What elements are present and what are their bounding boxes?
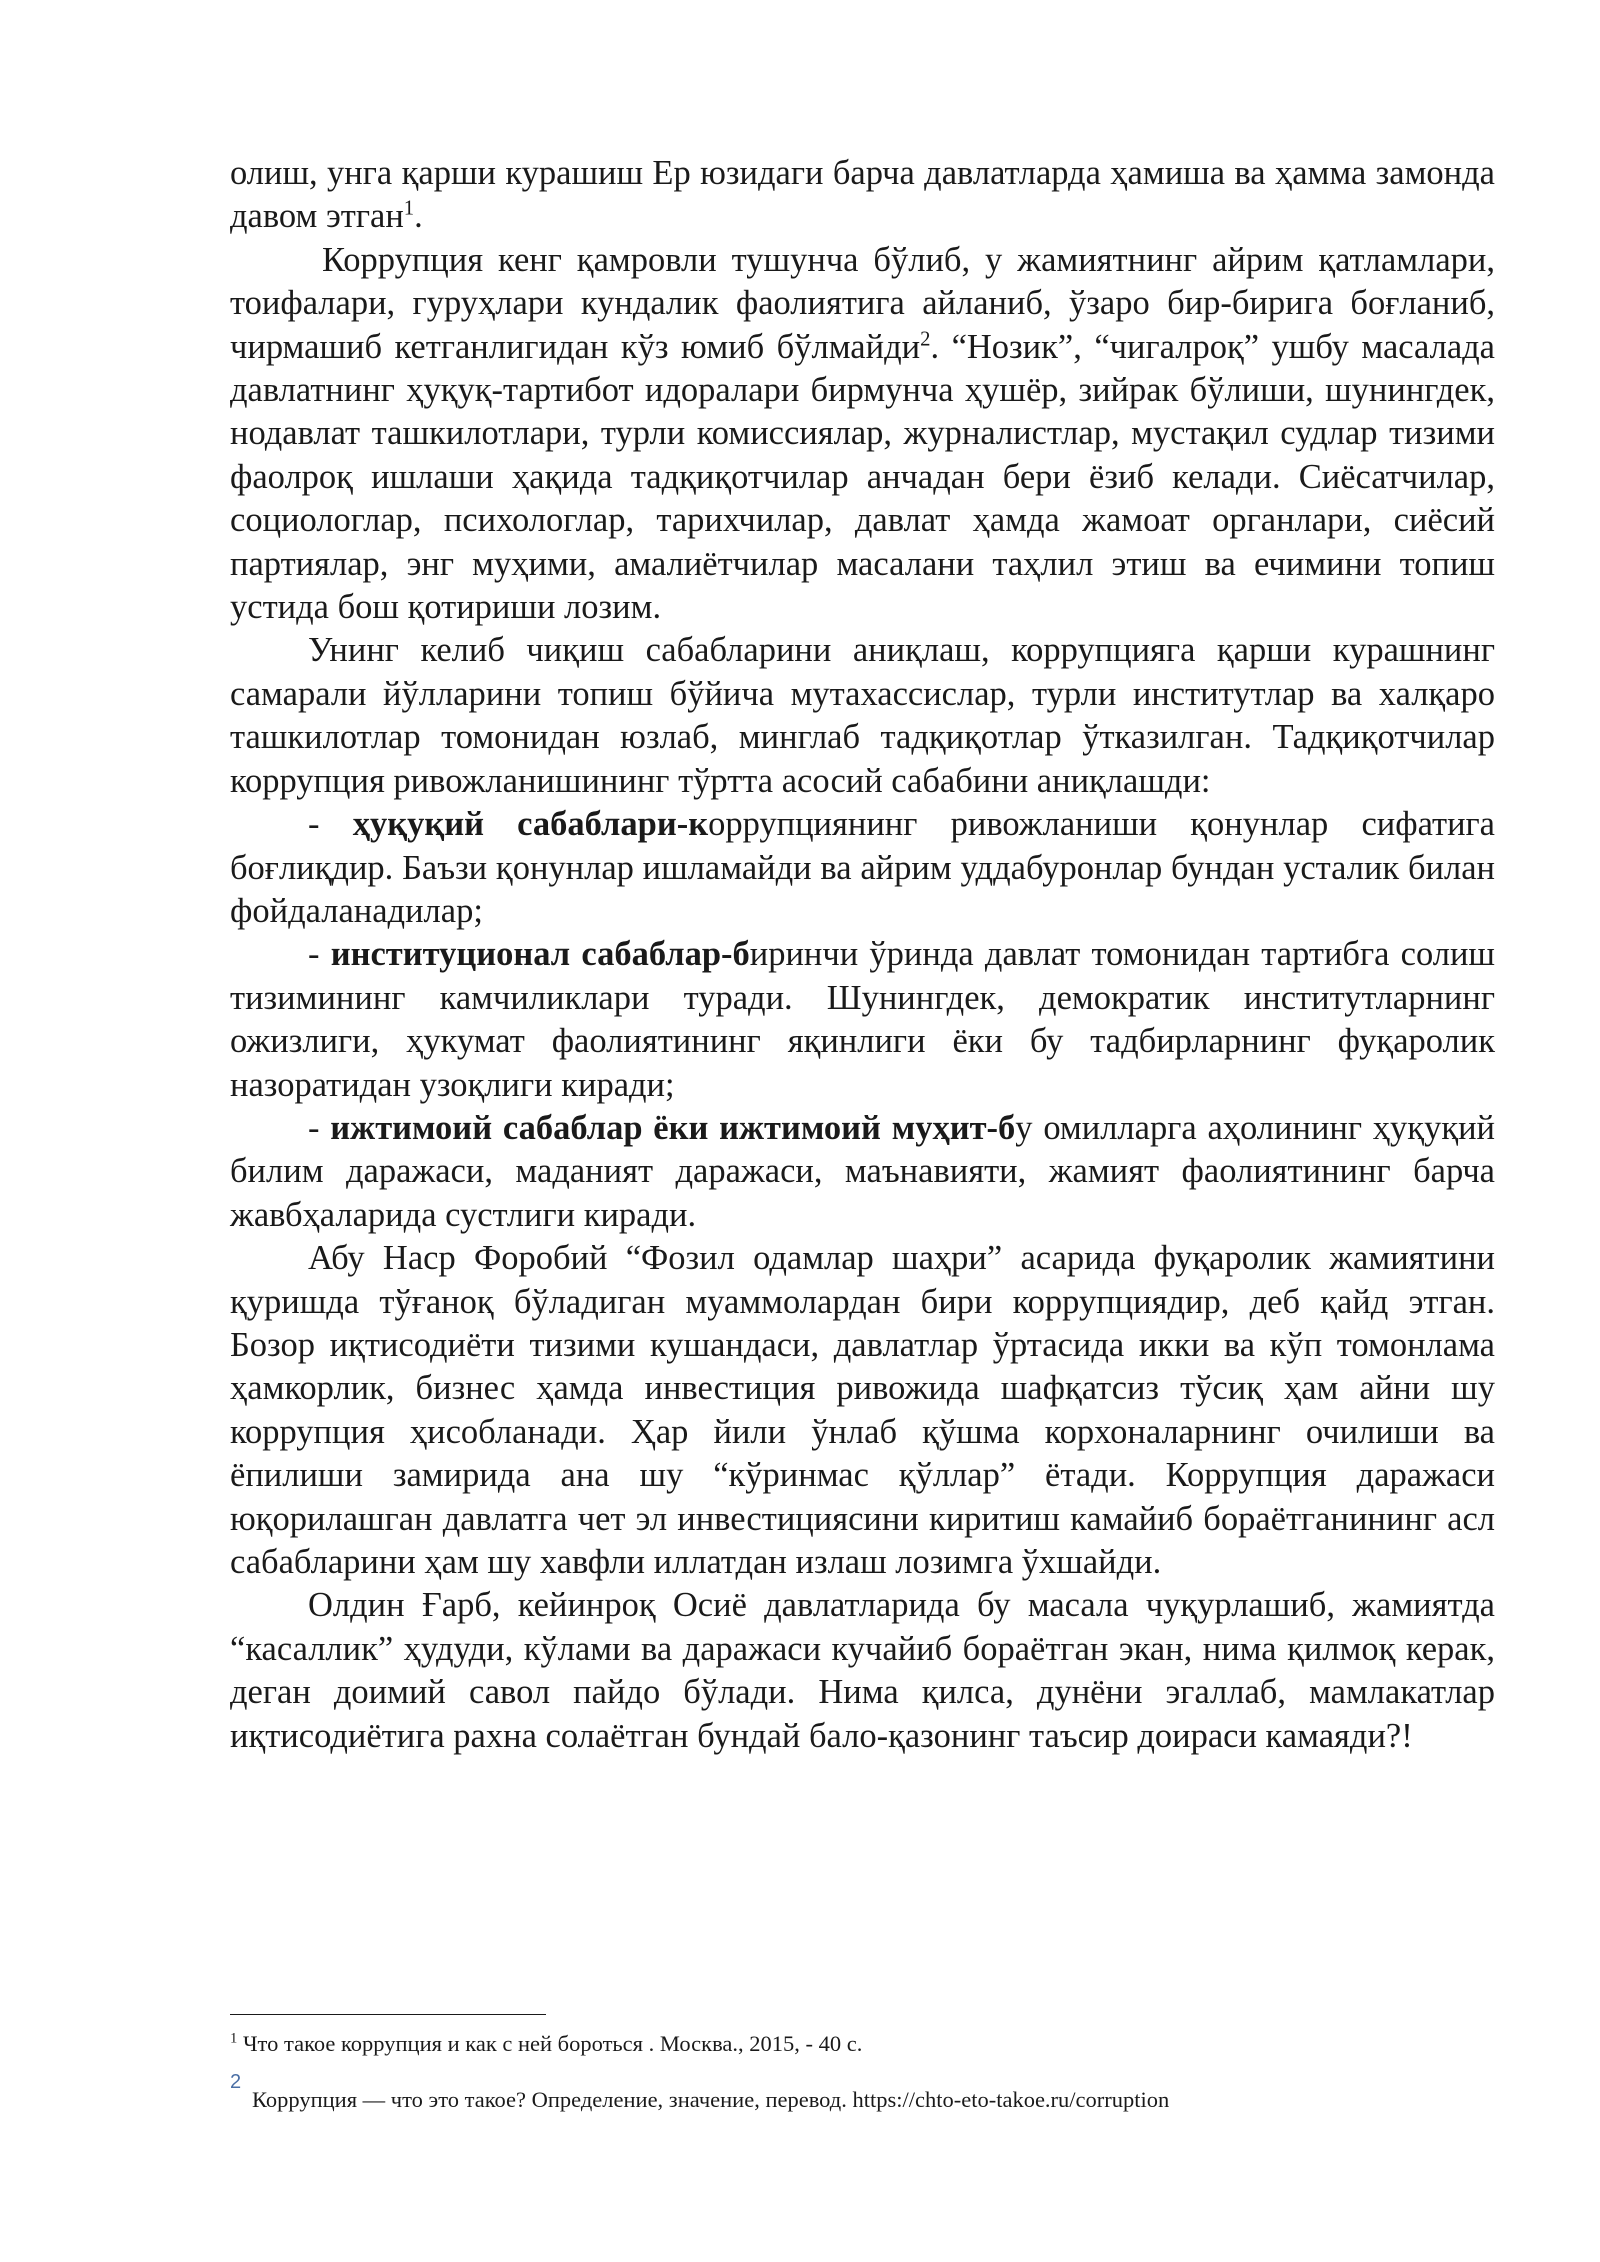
footnote-separator — [230, 2014, 546, 2015]
footnote-2-text[interactable]: Коррупция — что это такое? Определение, значение, перевод. https://chto-eto-takoe.ru/corruption — [252, 2087, 1170, 2112]
bullet-social-causes — [230, 1107, 1495, 1237]
paragraph-1-end: . — [414, 197, 423, 236]
footnote-1-text: Что такое коррупция и как с ней бороться . Москва., 2015, - 40 с. — [237, 2031, 863, 2056]
bullet-dash: - — [308, 805, 320, 844]
footnote-1 — [230, 2031, 862, 2057]
paragraph-5: Олдин Ғарб, кейинроқ Осиё давлатларида бу масала чуқурлашиб, жамиятда “касаллик” ҳудуди, кўлами ва даражаси кучайиб бораётган экан, нима қилмоқ керак, деган доимий савол пайдо бўлади. Нима қилса, дунёни эгаллаб, мамлакатлар иқтисодиётига рахна солаётган бундай бало-қазонинг таъсир доираси камаяди?! — [230, 1586, 1495, 1755]
paragraph-2 — [230, 239, 1495, 630]
bullet-dash: - — [308, 1108, 320, 1147]
paragraph-2-text-b: . “Нозик”, “чигалроқ” ушбу масалада давлатнинг ҳуқуқ-тартибот идоралари бирмунча ҳушёр, зийрак бўлиши, шунингдек, нодавлат ташкилотлари, турли комиссиялар, журналистлар, мустақил судлар тизими фаолроқ ишлаши ҳақида тадқиқотчилар анчадан бери ёзиб келади. Сиёсатчилар, социологлар, психологлар, тарихчилар, давлат ҳамда жамоат органлари, сиёсий партиялар, энг муҳими, амалиётчилар масалани таҳлил этиш ва ечимини топиш устида бош қотириши лозим. — [230, 327, 1495, 627]
bullet-social-causes-text: у омилларга аҳолининг ҳуқуқий билим даражаси, маданият даражаси, маънавияти, жамият фаолиятининг барча жавбҳаларида сустлиги киради. — [230, 1108, 1496, 1234]
paragraph-2-text-a: Коррупция кенг қамровли тушунча бўлиб, у жамиятнинг айрим қатламлари, тоифалари, гуруҳлари кундалик фаолиятига айланиб, ўзаро бир-бирига боғланиб, чирмашиб кетганлигидан кўз юмиб бўлмайди — [230, 240, 1495, 366]
footnote-2-number: 2 — [230, 2071, 242, 2093]
bullet-institutional-causes-text: иринчи ўринда давлат томонидан тартибга солиш тизимининг камчиликлари туради. Шунингдек, демократик институтларнинг ожизлиги, ҳукумат фаолиятининг яқинлиги ёки бу тадбирларнинг фуқаролик назоратидан узоқлиги киради; — [230, 935, 1495, 1104]
footnote-ref-2[interactable]: 2 — [920, 328, 931, 351]
paragraph-1-text: олиш, унга қарши курашиш Ер юзидаги барча давлатларда ҳамиша ва ҳамма замонда давом этган — [230, 154, 1495, 236]
footnote-ref-1[interactable]: 1 — [403, 197, 415, 220]
paragraph-3: Унинг келиб чиқиш сабабларини аниқлаш, коррупцияга қарши курашнинг самарали йўлларини топиш бўйича мутахассислар, турли институтлар ва халқаро ташкилотлар томонидан юзлаб, минглаб тадқиқотлар ўтказилган. Тадқиқотчилар коррупция ривожланишининг тўртта асосий сабабини аниқлашди: — [230, 631, 1495, 800]
paragraph-4: Абу Наср Форобий “Фозил одамлар шаҳри” асарида фуқаролик жамиятини қуришда тўғаноқ бўладиган муаммолардан бири коррупциядир, деб қайд этган. Бозор иқтисодиёти тизими кушандаси, давлатлар ўртасида икки ва кўп томонлама ҳамкорлик, бизнес ҳамда инвестиция ривожида шафқатсиз тўсиқ ҳам айни шу коррупция ҳисобланади. Ҳар йили ўнлаб қўшма корхоналарнинг очилиши ва ёпилиши замирида ана шу “кўринмас қўллар” ётади. Коррупция даражаси юқорилашган давлатга чет эл инвестициясини киритиш камайиб бораётганининг асл сабабларини ҳам шу хавфли иллатдан излаш лозимга ўхшайди. — [230, 1239, 1495, 1581]
body-text — [230, 152, 1495, 1758]
bullet-legal-causes-heading: ҳуқуқий сабаблари-к — [352, 805, 709, 844]
paragraph-1 — [230, 152, 1495, 239]
bullet-institutional-causes-heading: институционал сабаблар-б — [330, 935, 750, 974]
footnote-1-number: 1 — [230, 2030, 238, 2047]
bullet-dash: - — [308, 935, 320, 974]
bullet-social-causes-heading: ижтимоий сабаблар ёки ижтимоий муҳит-б — [330, 1108, 1016, 1147]
bullet-legal-causes — [230, 803, 1495, 933]
bullet-institutional-causes — [230, 933, 1495, 1107]
bullet-legal-causes-text: оррупциянинг ривожланиши қонунлар сифатига боғлиқдир. Баъзи қонунлар ишламайди ва айрим уддабуронлар бундан усталик билан фойдаланадилар; — [230, 805, 1495, 930]
